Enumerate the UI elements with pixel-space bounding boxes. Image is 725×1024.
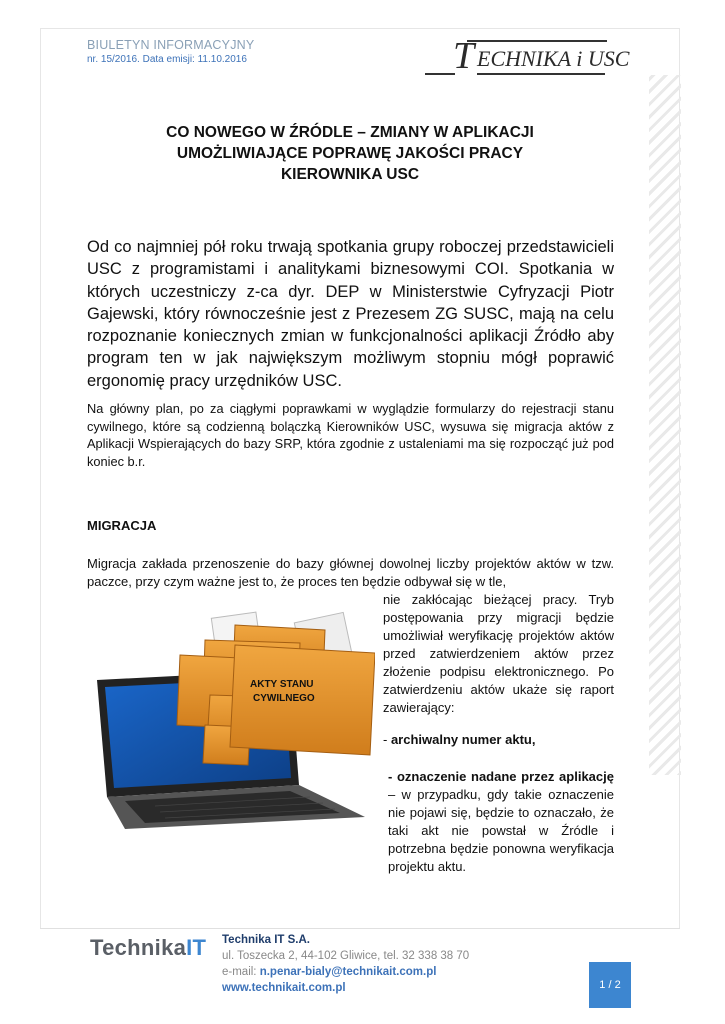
folder-label: AKTY STANU [250, 679, 314, 690]
footer-address: ul. Toszecka 2, 44-102 Gliwice, tel. 32 338 38 70 [222, 950, 470, 962]
logo-text: ECHNIKA i USC [477, 46, 630, 71]
logo-letter-t: T [453, 35, 475, 77]
laptop-with-folders-icon [85, 585, 375, 830]
page-number: 1 / 2 [589, 962, 631, 1008]
body-paragraph: Na główny plan, po za ciągłymi poprawkami w wyglądzie formularzy do rejestracji stanu cywilnego, które są codzienną bolączką Kierowników USC, wysuwa się migracja aktów z Aplikacji Wspierających do bazy SRP, która zgodnie z ustaleniami ma się rozpocząć już pod koniec b.r. [87, 401, 614, 469]
migration-intro: Migracja zakłada przenoszenie do bazy głównej dowolnej liczby projektów aktów w tzw. paczce, przy czym ważne jest to, że proces ten będzie odbywał się w tle, [87, 556, 614, 589]
title-line: CO NOWEGO W ŹRÓDLE – ZMIANY W APLIKACJI [166, 124, 534, 141]
technika-usc-logo [425, 34, 630, 82]
email-link[interactable]: n.penar-bialy@technikait.com.pl [259, 966, 437, 978]
bulletin-title: BIULETYN INFORMACYJNY [87, 38, 255, 52]
article-title [100, 122, 600, 185]
decorative-hatch [649, 75, 681, 775]
migration-continued: nie zakłócając bieżącej pracy. Tryb postępowania przy migracji będzie umożliwiał weryfikację projektów aktów przed zatwierdzeniem aktów przez złożenie podpisu elektronicznego. Po zatwierdzeniu aktów ukaże się raport zawierający: [383, 592, 614, 715]
lead-paragraph: Od co najmniej pół roku trwają spotkania grupy roboczej przedstawicieli USC z programistami i analitykami biznesowymi COI. Spotkania w których uczestniczy z-ca dyr. DEP w Ministerstwie Cyfryzacji Piotr Gajewski, który równocześnie jest z Prezesem ZG SUSC, mają na celu rozpoznanie koniecznych zmian w funkcjonalności aplikacji Źródło aby program ten w jak największym możliwym stopniu mógł poprawić ergonomię pracy urzędników USC. [87, 238, 614, 390]
section-heading: MIGRACJA [87, 518, 157, 533]
technika-it-logo: TechnikaIT [90, 935, 207, 960]
footer-company: Technika IT S.A. [222, 934, 310, 946]
folder-label: CYWILNEGO [253, 693, 315, 704]
website-link[interactable]: www.technikait.com.pl [222, 982, 346, 994]
footer-divider [40, 928, 680, 929]
list-item: - oznaczenie nadane przez aplikację – w przypadku, gdy takie oznaczenie nie pojawi się, będzie to oznaczało, że taki akt nie powstał w Źródle i potrzebna będzie ponowna weryfikacja projektu aktu. [388, 769, 614, 874]
title-line: UMOŻLIWIAJĄCE POPRAWĘ JAKOŚCI PRACY [176, 145, 524, 162]
title-line: KIEROWNIKA USC [280, 166, 420, 183]
list-item: - archiwalny numer aktu, [383, 732, 536, 747]
bulletin-issue: nr. 15/2016. Data emisji: 11.10.2016 [87, 54, 247, 65]
footer-email[interactable]: e-mail: n.penar-bialy@technikait.com.pl [222, 966, 437, 978]
